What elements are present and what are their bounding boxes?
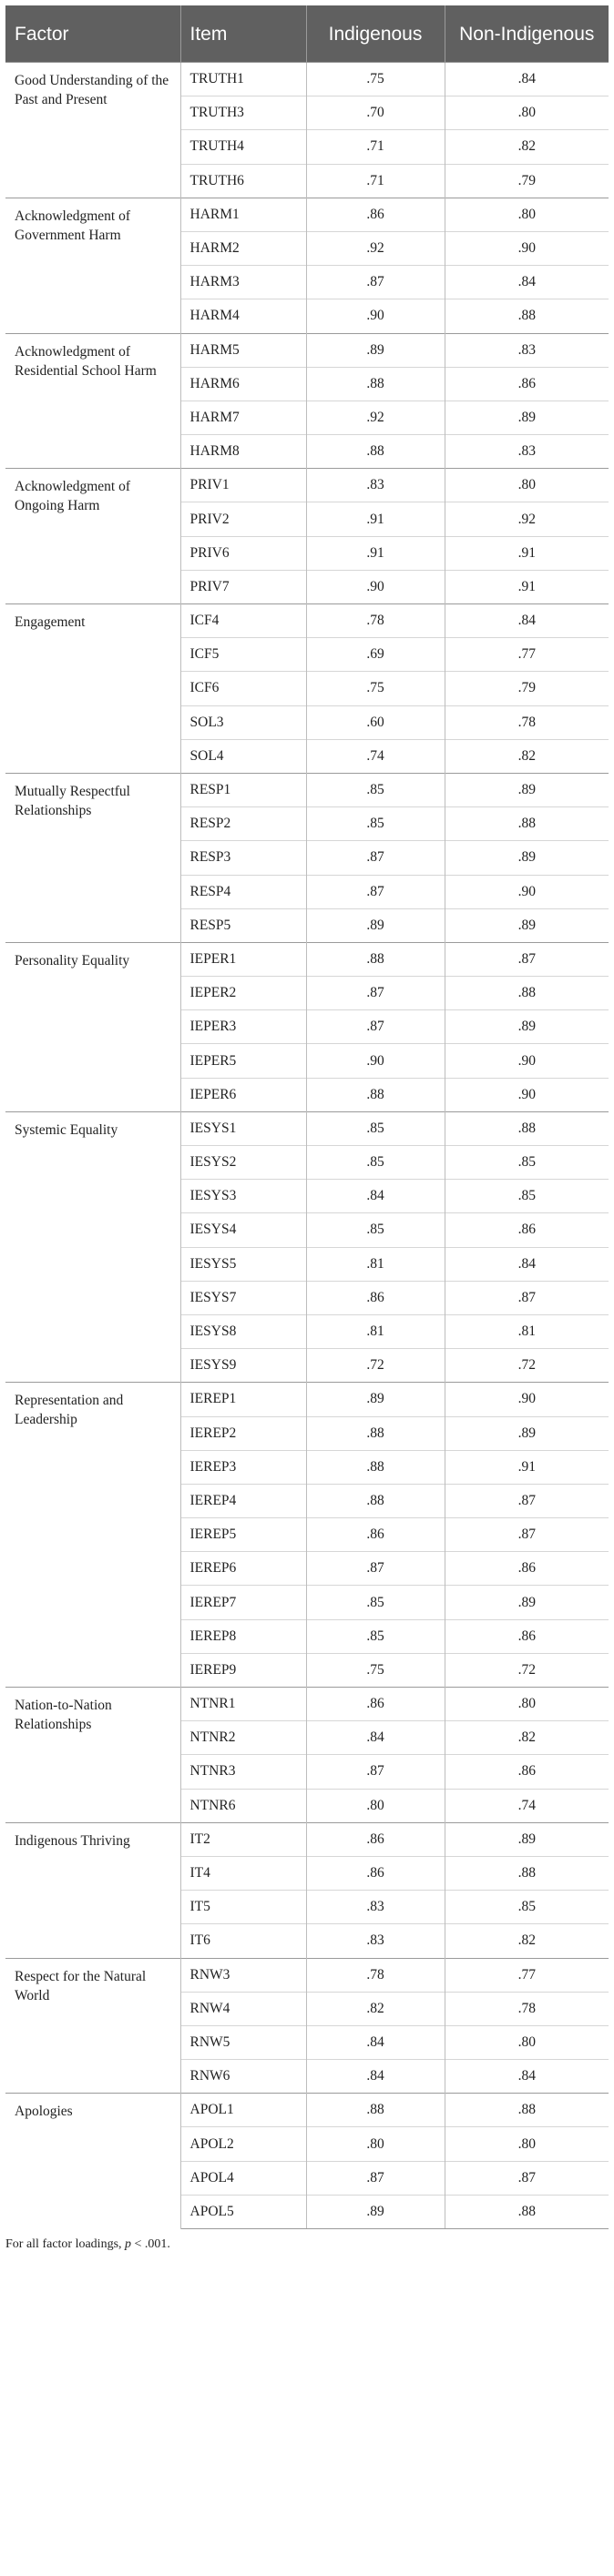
factor-cell: Indigenous Thriving	[5, 1822, 180, 1958]
item-cell: RNW5	[180, 2025, 306, 2059]
non-indigenous-loading-cell: .88	[445, 1111, 609, 1145]
footnote-suffix: < .001.	[131, 2237, 170, 2251]
indigenous-loading-cell: .85	[306, 807, 445, 841]
non-indigenous-loading-cell: .90	[445, 1383, 609, 1416]
indigenous-loading-cell: .84	[306, 2025, 445, 2059]
item-cell: ICF4	[180, 604, 306, 638]
item-cell: IESYS4	[180, 1213, 306, 1247]
non-indigenous-loading-cell: .89	[445, 908, 609, 942]
item-cell: NTNR6	[180, 1789, 306, 1822]
item-cell: HARM6	[180, 367, 306, 401]
indigenous-loading-cell: .85	[306, 773, 445, 806]
indigenous-loading-cell: .75	[306, 1653, 445, 1687]
item-cell: HARM8	[180, 435, 306, 469]
indigenous-loading-cell: .83	[306, 469, 445, 502]
table-row	[5, 773, 609, 806]
header-non-indigenous: Non-Indigenous	[445, 5, 609, 63]
non-indigenous-loading-cell: .89	[445, 1416, 609, 1450]
factor-cell: Acknowledgment of Residential School Harm	[5, 333, 180, 469]
indigenous-loading-cell: .86	[306, 1822, 445, 1856]
non-indigenous-loading-cell: .90	[445, 1078, 609, 1111]
item-cell: IESYS2	[180, 1146, 306, 1180]
indigenous-loading-cell: .89	[306, 2195, 445, 2228]
item-cell: HARM1	[180, 198, 306, 231]
indigenous-loading-cell: .87	[306, 1010, 445, 1044]
item-cell: RESP4	[180, 875, 306, 908]
indigenous-loading-cell: .85	[306, 1146, 445, 1180]
table-row	[5, 198, 609, 231]
indigenous-loading-cell: .88	[306, 367, 445, 401]
indigenous-loading-cell: .85	[306, 1619, 445, 1653]
indigenous-loading-cell: .75	[306, 672, 445, 705]
item-cell: APOL1	[180, 2094, 306, 2127]
indigenous-loading-cell: .90	[306, 570, 445, 603]
item-cell: TRUTH4	[180, 130, 306, 164]
factor-cell: Mutually Respectful Relationships	[5, 773, 180, 942]
non-indigenous-loading-cell: .84	[445, 1247, 609, 1281]
indigenous-loading-cell: .80	[306, 2127, 445, 2161]
indigenous-loading-cell: .60	[306, 705, 445, 739]
item-cell: HARM3	[180, 266, 306, 299]
indigenous-loading-cell: .86	[306, 1688, 445, 1721]
non-indigenous-loading-cell: .85	[445, 1180, 609, 1213]
indigenous-loading-cell: .85	[306, 1586, 445, 1619]
item-cell: IESYS8	[180, 1314, 306, 1348]
item-cell: IEPER3	[180, 1010, 306, 1044]
item-cell: PRIV2	[180, 502, 306, 536]
indigenous-loading-cell: .90	[306, 299, 445, 333]
non-indigenous-loading-cell: .89	[445, 1010, 609, 1044]
item-cell: NTNR1	[180, 1688, 306, 1721]
table-row	[5, 333, 609, 367]
indigenous-loading-cell: .72	[306, 1349, 445, 1383]
non-indigenous-loading-cell: .81	[445, 1314, 609, 1348]
table-row	[5, 942, 609, 976]
indigenous-loading-cell: .82	[306, 1992, 445, 2025]
non-indigenous-loading-cell: .83	[445, 435, 609, 469]
indigenous-loading-cell: .91	[306, 502, 445, 536]
non-indigenous-loading-cell: .84	[445, 266, 609, 299]
non-indigenous-loading-cell: .89	[445, 773, 609, 806]
item-cell: HARM4	[180, 299, 306, 333]
non-indigenous-loading-cell: .86	[445, 1755, 609, 1789]
non-indigenous-loading-cell: .74	[445, 1789, 609, 1822]
item-cell: IEREP9	[180, 1653, 306, 1687]
item-cell: IEREP4	[180, 1484, 306, 1517]
non-indigenous-loading-cell: .77	[445, 1958, 609, 1992]
item-cell: IEPER5	[180, 1044, 306, 1078]
indigenous-loading-cell: .78	[306, 604, 445, 638]
non-indigenous-loading-cell: .87	[445, 1518, 609, 1552]
factor-cell: Engagement	[5, 604, 180, 774]
header-factor: Factor	[5, 5, 180, 63]
indigenous-loading-cell: .86	[306, 1856, 445, 1890]
item-cell: IEREP7	[180, 1586, 306, 1619]
indigenous-loading-cell: .91	[306, 536, 445, 570]
indigenous-loading-cell: .80	[306, 1789, 445, 1822]
table-row	[5, 63, 609, 96]
non-indigenous-loading-cell: .85	[445, 1146, 609, 1180]
non-indigenous-loading-cell: .91	[445, 1450, 609, 1484]
indigenous-loading-cell: .84	[306, 2060, 445, 2094]
footnote-prefix: For all factor loadings,	[5, 2237, 126, 2251]
indigenous-loading-cell: .86	[306, 1281, 445, 1314]
non-indigenous-loading-cell: .86	[445, 367, 609, 401]
table-row	[5, 1958, 609, 1992]
item-cell: RNW6	[180, 2060, 306, 2094]
header-indigenous: Indigenous	[306, 5, 445, 63]
indigenous-loading-cell: .71	[306, 130, 445, 164]
factor-cell: Personality Equality	[5, 942, 180, 1111]
non-indigenous-loading-cell: .86	[445, 1213, 609, 1247]
factor-cell: Acknowledgment of Ongoing Harm	[5, 469, 180, 604]
item-cell: IESYS9	[180, 1349, 306, 1383]
factor-cell: Nation-to-Nation Relationships	[5, 1688, 180, 1823]
table-row	[5, 1111, 609, 1145]
non-indigenous-loading-cell: .89	[445, 841, 609, 875]
non-indigenous-loading-cell: .83	[445, 333, 609, 367]
table-header	[5, 5, 609, 63]
non-indigenous-loading-cell: .86	[445, 1552, 609, 1586]
non-indigenous-loading-cell: .90	[445, 875, 609, 908]
item-cell: IT6	[180, 1924, 306, 1958]
item-cell: RNW4	[180, 1992, 306, 2025]
non-indigenous-loading-cell: .82	[445, 130, 609, 164]
indigenous-loading-cell: .86	[306, 1518, 445, 1552]
item-cell: IT5	[180, 1891, 306, 1924]
item-cell: SOL3	[180, 705, 306, 739]
item-cell: HARM2	[180, 231, 306, 265]
factor-cell: Acknowledgment of Government Harm	[5, 198, 180, 333]
item-cell: PRIV6	[180, 536, 306, 570]
non-indigenous-loading-cell: .88	[445, 2094, 609, 2127]
item-cell: IEREP8	[180, 1619, 306, 1653]
item-cell: IEREP3	[180, 1450, 306, 1484]
factor-cell: Representation and Leadership	[5, 1383, 180, 1688]
indigenous-loading-cell: .71	[306, 164, 445, 198]
indigenous-loading-cell: .87	[306, 2161, 445, 2195]
factor-loadings-table	[5, 5, 609, 2229]
non-indigenous-loading-cell: .91	[445, 570, 609, 603]
header-item: Item	[180, 5, 306, 63]
non-indigenous-loading-cell: .80	[445, 96, 609, 130]
item-cell: RESP2	[180, 807, 306, 841]
indigenous-loading-cell: .87	[306, 977, 445, 1010]
non-indigenous-loading-cell: .80	[445, 198, 609, 231]
non-indigenous-loading-cell: .89	[445, 401, 609, 434]
factor-cell: Systemic Equality	[5, 1111, 180, 1383]
non-indigenous-loading-cell: .82	[445, 739, 609, 773]
item-cell: RESP5	[180, 908, 306, 942]
indigenous-loading-cell: .81	[306, 1247, 445, 1281]
table-row	[5, 469, 609, 502]
item-cell: IT4	[180, 1856, 306, 1890]
item-cell: SOL4	[180, 739, 306, 773]
item-cell: HARM7	[180, 401, 306, 434]
non-indigenous-loading-cell: .77	[445, 638, 609, 672]
non-indigenous-loading-cell: .87	[445, 942, 609, 976]
loadings-table-container	[5, 5, 609, 2252]
item-cell: IEPER6	[180, 1078, 306, 1111]
non-indigenous-loading-cell: .90	[445, 231, 609, 265]
factor-cell: Good Understanding of the Past and Present	[5, 63, 180, 198]
item-cell: HARM5	[180, 333, 306, 367]
non-indigenous-loading-cell: .88	[445, 1856, 609, 1890]
non-indigenous-loading-cell: .80	[445, 1688, 609, 1721]
non-indigenous-loading-cell: .92	[445, 502, 609, 536]
indigenous-loading-cell: .74	[306, 739, 445, 773]
non-indigenous-loading-cell: .88	[445, 2195, 609, 2228]
indigenous-loading-cell: .89	[306, 333, 445, 367]
indigenous-loading-cell: .88	[306, 1416, 445, 1450]
item-cell: IEPER1	[180, 942, 306, 976]
item-cell: IESYS7	[180, 1281, 306, 1314]
non-indigenous-loading-cell: .88	[445, 807, 609, 841]
footnote-p-symbol: p	[125, 2237, 132, 2251]
indigenous-loading-cell: .85	[306, 1213, 445, 1247]
non-indigenous-loading-cell: .80	[445, 469, 609, 502]
non-indigenous-loading-cell: .78	[445, 705, 609, 739]
item-cell: NTNR3	[180, 1755, 306, 1789]
item-cell: TRUTH6	[180, 164, 306, 198]
non-indigenous-loading-cell: .79	[445, 672, 609, 705]
non-indigenous-loading-cell: .87	[445, 1484, 609, 1517]
header-row	[5, 5, 609, 63]
indigenous-loading-cell: .70	[306, 96, 445, 130]
non-indigenous-loading-cell: .89	[445, 1586, 609, 1619]
table-body	[5, 63, 609, 2229]
non-indigenous-loading-cell: .89	[445, 1822, 609, 1856]
indigenous-loading-cell: .88	[306, 942, 445, 976]
item-cell: IEREP2	[180, 1416, 306, 1450]
non-indigenous-loading-cell: .88	[445, 977, 609, 1010]
indigenous-loading-cell: .87	[306, 875, 445, 908]
indigenous-loading-cell: .92	[306, 401, 445, 434]
indigenous-loading-cell: .84	[306, 1180, 445, 1213]
indigenous-loading-cell: .81	[306, 1314, 445, 1348]
indigenous-loading-cell: .90	[306, 1044, 445, 1078]
indigenous-loading-cell: .88	[306, 1450, 445, 1484]
indigenous-loading-cell: .78	[306, 1958, 445, 1992]
item-cell: IEREP5	[180, 1518, 306, 1552]
indigenous-loading-cell: .84	[306, 1721, 445, 1755]
indigenous-loading-cell: .87	[306, 1552, 445, 1586]
non-indigenous-loading-cell: .87	[445, 1281, 609, 1314]
indigenous-loading-cell: .85	[306, 1111, 445, 1145]
item-cell: APOL2	[180, 2127, 306, 2161]
indigenous-loading-cell: .92	[306, 231, 445, 265]
item-cell: TRUTH3	[180, 96, 306, 130]
non-indigenous-loading-cell: .85	[445, 1891, 609, 1924]
non-indigenous-loading-cell: .80	[445, 2127, 609, 2161]
indigenous-loading-cell: .86	[306, 198, 445, 231]
item-cell: PRIV1	[180, 469, 306, 502]
item-cell: IEREP1	[180, 1383, 306, 1416]
non-indigenous-loading-cell: .84	[445, 63, 609, 96]
factor-cell: Apologies	[5, 2094, 180, 2229]
item-cell: RNW3	[180, 1958, 306, 1992]
item-cell: ICF5	[180, 638, 306, 672]
indigenous-loading-cell: .89	[306, 1383, 445, 1416]
indigenous-loading-cell: .75	[306, 63, 445, 96]
non-indigenous-loading-cell: .72	[445, 1349, 609, 1383]
item-cell: TRUTH1	[180, 63, 306, 96]
item-cell: IEREP6	[180, 1552, 306, 1586]
item-cell: IESYS5	[180, 1247, 306, 1281]
indigenous-loading-cell: .83	[306, 1891, 445, 1924]
non-indigenous-loading-cell: .78	[445, 1992, 609, 2025]
item-cell: IT2	[180, 1822, 306, 1856]
non-indigenous-loading-cell: .79	[445, 164, 609, 198]
non-indigenous-loading-cell: .84	[445, 2060, 609, 2094]
item-cell: RESP1	[180, 773, 306, 806]
indigenous-loading-cell: .88	[306, 2094, 445, 2127]
non-indigenous-loading-cell: .82	[445, 1924, 609, 1958]
indigenous-loading-cell: .89	[306, 908, 445, 942]
non-indigenous-loading-cell: .91	[445, 536, 609, 570]
non-indigenous-loading-cell: .84	[445, 604, 609, 638]
table-row	[5, 604, 609, 638]
item-cell: IESYS3	[180, 1180, 306, 1213]
indigenous-loading-cell: .87	[306, 266, 445, 299]
non-indigenous-loading-cell: .72	[445, 1653, 609, 1687]
item-cell: RESP3	[180, 841, 306, 875]
non-indigenous-loading-cell: .82	[445, 1721, 609, 1755]
item-cell: PRIV7	[180, 570, 306, 603]
table-row	[5, 1688, 609, 1721]
item-cell: ICF6	[180, 672, 306, 705]
item-cell: NTNR2	[180, 1721, 306, 1755]
indigenous-loading-cell: .87	[306, 1755, 445, 1789]
table-row	[5, 2094, 609, 2127]
non-indigenous-loading-cell: .88	[445, 299, 609, 333]
table-row	[5, 1383, 609, 1416]
indigenous-loading-cell: .88	[306, 435, 445, 469]
table-row	[5, 1822, 609, 1856]
item-cell: IEPER2	[180, 977, 306, 1010]
indigenous-loading-cell: .83	[306, 1924, 445, 1958]
non-indigenous-loading-cell: .80	[445, 2025, 609, 2059]
non-indigenous-loading-cell: .87	[445, 2161, 609, 2195]
non-indigenous-loading-cell: .90	[445, 1044, 609, 1078]
non-indigenous-loading-cell: .86	[445, 1619, 609, 1653]
item-cell: APOL5	[180, 2195, 306, 2228]
item-cell: APOL4	[180, 2161, 306, 2195]
table-footnote	[5, 2237, 609, 2252]
indigenous-loading-cell: .69	[306, 638, 445, 672]
indigenous-loading-cell: .87	[306, 841, 445, 875]
item-cell: IESYS1	[180, 1111, 306, 1145]
indigenous-loading-cell: .88	[306, 1078, 445, 1111]
factor-cell: Respect for the Natural World	[5, 1958, 180, 2094]
indigenous-loading-cell: .88	[306, 1484, 445, 1517]
